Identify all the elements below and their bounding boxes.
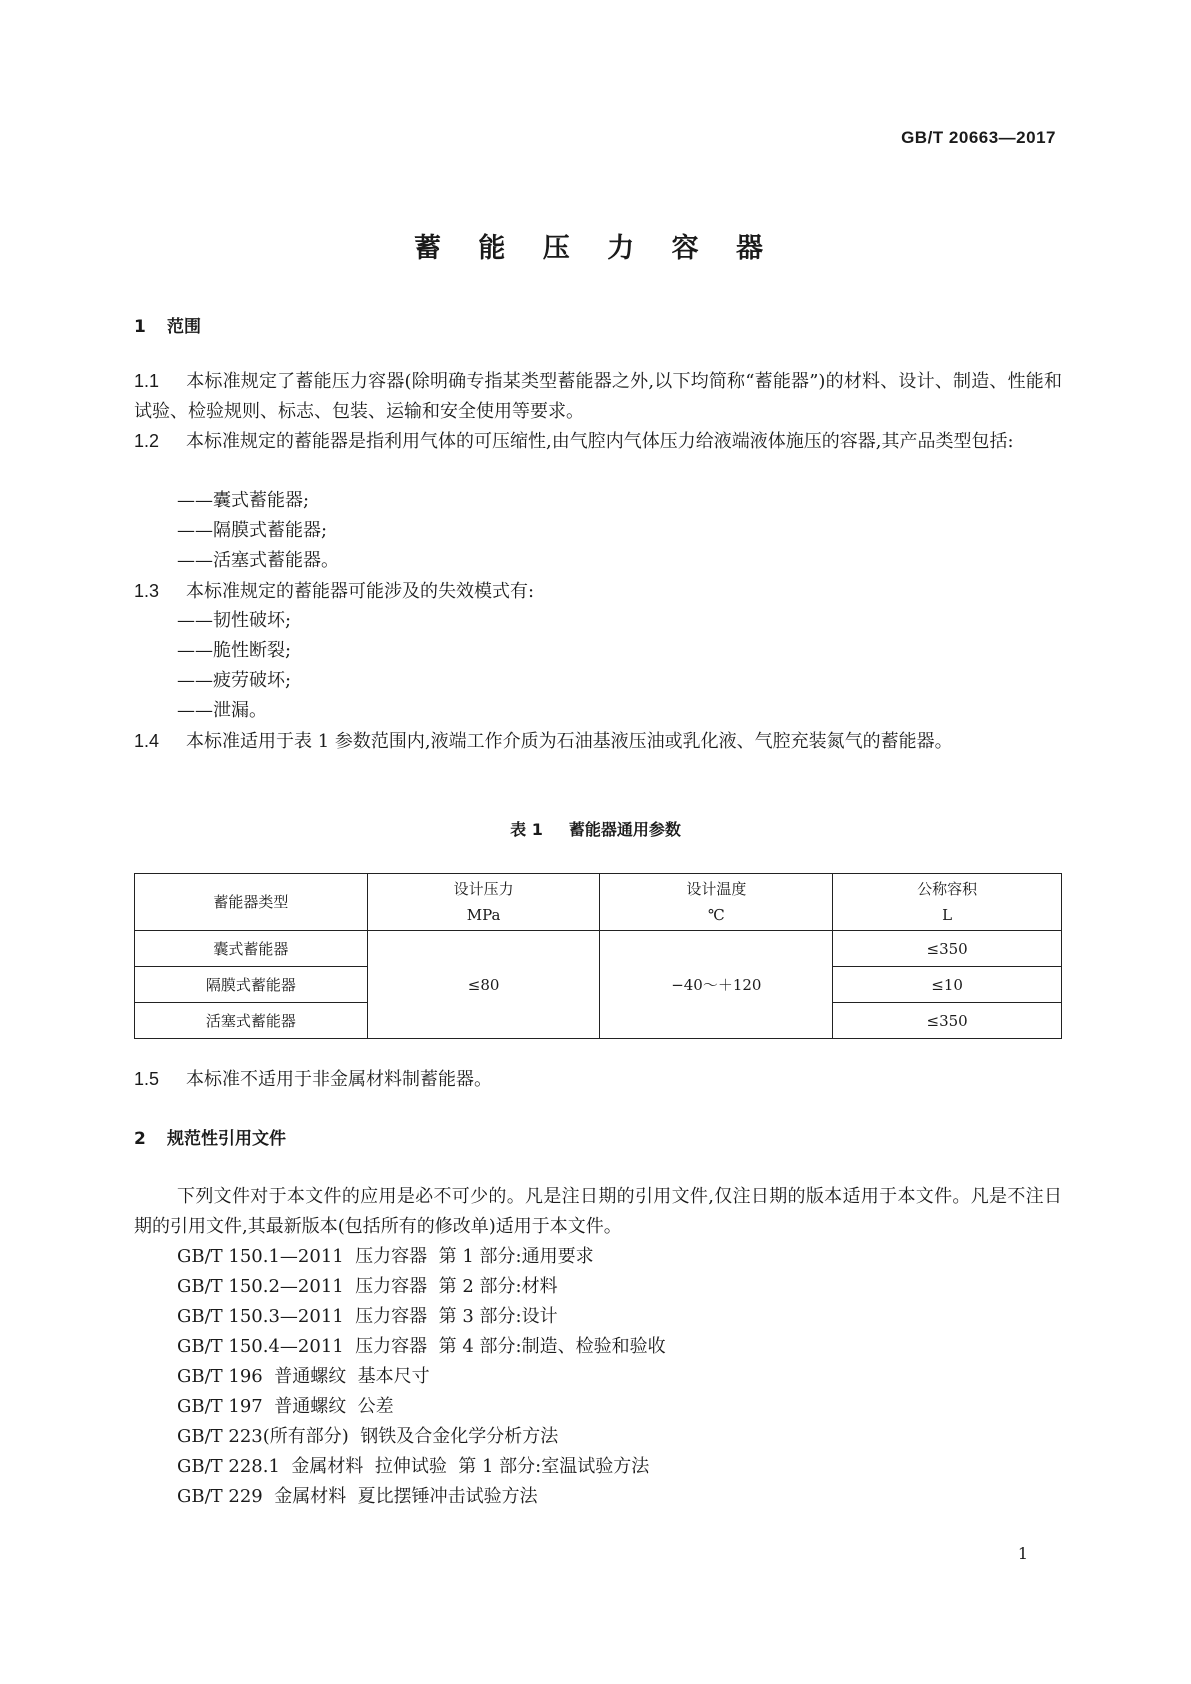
document-title: 蓄 能 压 力 容 器 xyxy=(414,233,777,264)
cell-type: 隔膜式蓄能器 xyxy=(135,967,368,1003)
header-pressure: 设计压力 MPa xyxy=(367,874,600,931)
table-caption-number: 表 1 xyxy=(510,820,543,839)
list-item: ——疲劳破坏; xyxy=(177,670,292,691)
header-type: 蓄能器类型 xyxy=(135,874,368,931)
page-number: 1 xyxy=(1017,1544,1028,1563)
clause-number: 1.5 xyxy=(134,1069,160,1089)
table-caption xyxy=(0,817,1191,840)
list-item: ——泄漏。 xyxy=(177,700,267,721)
cell-temperature: −40～＋120 xyxy=(600,931,833,1039)
section-title: 规范性引用文件 xyxy=(167,1129,286,1149)
section-number: 2 xyxy=(134,1129,146,1149)
section-1-heading xyxy=(134,312,201,337)
section-number: 1 xyxy=(134,317,146,337)
reference-item: GB/T 150.4—2011 压力容器 第 4 部分:制造、检验和验收 xyxy=(177,1336,666,1357)
clause-1-4 xyxy=(134,726,1062,757)
header-temperature: 设计温度 ℃ xyxy=(600,874,833,931)
reference-item: GB/T 229 金属材料 夏比摆锤冲击试验方法 xyxy=(177,1486,538,1507)
clause-1-2 xyxy=(134,426,1062,457)
cell-volume: ≤350 xyxy=(833,931,1062,967)
table-header-row xyxy=(135,874,1062,931)
clause-number: 1.2 xyxy=(134,431,160,451)
clause-1-5 xyxy=(134,1064,1062,1095)
clause-1-3 xyxy=(134,576,1062,607)
clause-text: 本标准规定的蓄能器可能涉及的失效模式有: xyxy=(186,581,535,602)
clause-text: 本标准规定的蓄能器是指利用气体的可压缩性,由气腔内气体压力给液端液体施压的容器,其产品类型包括: xyxy=(186,431,1014,452)
clause-text: 本标准适用于表 1 参数范围内,液端工作介质为石油基液压油或乳化液、气腔充装氮气的蓄能器。 xyxy=(186,731,953,752)
list-item: ——脆性断裂; xyxy=(177,640,292,661)
reference-item: GB/T 223(所有部分) 钢铁及合金化学分析方法 xyxy=(177,1426,559,1447)
reference-item: GB/T 150.1—2011 压力容器 第 1 部分:通用要求 xyxy=(177,1246,594,1267)
parameters-table xyxy=(134,873,1062,1039)
section-title: 范围 xyxy=(167,317,201,337)
reference-item: GB/T 197 普通螺纹 公差 xyxy=(177,1396,394,1417)
standard-code: GB/T 20663—2017 xyxy=(901,128,1056,147)
cell-pressure: ≤80 xyxy=(367,931,600,1039)
clause-number: 1.1 xyxy=(134,371,160,391)
cell-type: 活塞式蓄能器 xyxy=(135,1003,368,1039)
cell-volume: ≤10 xyxy=(833,967,1062,1003)
table-caption-title: 蓄能器通用参数 xyxy=(568,820,681,839)
reference-item: GB/T 196 普通螺纹 基本尺寸 xyxy=(177,1366,430,1387)
section-2-intro: 下列文件对于本文件的应用是必不可少的。凡是注日期的引用文件,仅注日期的版本适用于本文件。凡是不注日期的引用文件,其最新版本(包括所有的修改单)适用于本文件。 xyxy=(134,1186,1062,1237)
reference-item: GB/T 150.2—2011 压力容器 第 2 部分:材料 xyxy=(177,1276,558,1297)
reference-item: GB/T 150.3—2011 压力容器 第 3 部分:设计 xyxy=(177,1306,558,1327)
clause-text: 本标准规定了蓄能压力容器(除明确专指某类型蓄能器之外,以下均简称“蓄能器”)的材料、设计、制造、性能和试验、检验规则、标志、包装、运输和安全使用等要求。 xyxy=(134,371,1062,422)
reference-item: GB/T 228.1 金属材料 拉伸试验 第 1 部分:室温试验方法 xyxy=(177,1456,650,1477)
clause-number: 1.4 xyxy=(134,731,160,751)
clause-number: 1.3 xyxy=(134,581,160,601)
cell-type: 囊式蓄能器 xyxy=(135,931,368,967)
list-item: ——囊式蓄能器; xyxy=(177,490,310,511)
list-item: ——韧性破坏; xyxy=(177,610,292,631)
section-2-heading xyxy=(134,1124,286,1149)
list-item: ——活塞式蓄能器。 xyxy=(177,550,339,571)
header-volume: 公称容积 L xyxy=(833,874,1062,931)
table-row xyxy=(135,931,1062,967)
list-item: ——隔膜式蓄能器; xyxy=(177,520,328,541)
cell-volume: ≤350 xyxy=(833,1003,1062,1039)
clause-1-1 xyxy=(134,366,1062,427)
clause-text: 本标准不适用于非金属材料制蓄能器。 xyxy=(186,1069,492,1090)
